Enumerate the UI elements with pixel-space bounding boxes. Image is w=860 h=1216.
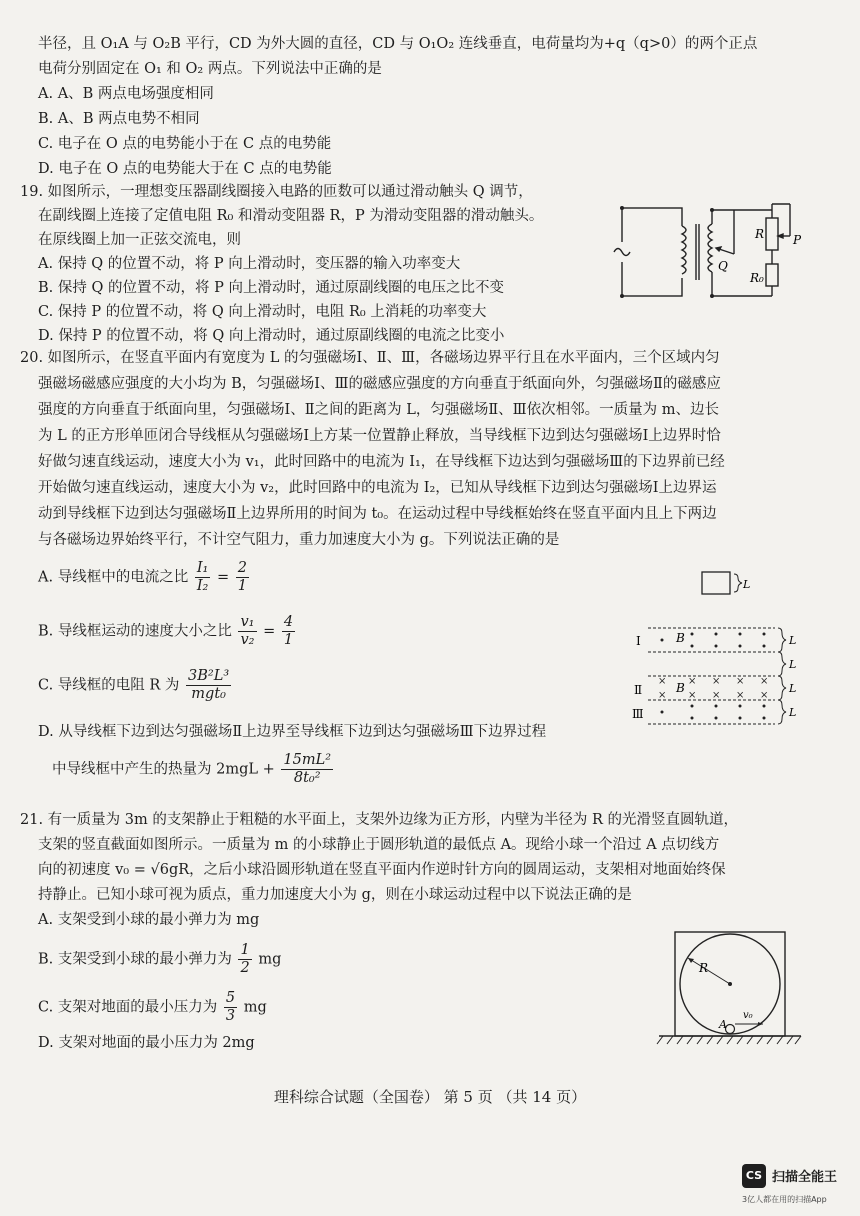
q20-width-l-1: L <box>789 634 797 647</box>
svg-text:×: × <box>760 676 769 687</box>
q20-b-label-2: B <box>676 681 685 695</box>
q20-label-loop-l: L <box>743 578 751 591</box>
q20-option-b-value: $\frac{4}{1}$ <box>283 614 294 648</box>
svg-text:×: × <box>760 690 769 701</box>
q19-text-line-2: 在副线圈上连接了定值电阻 R₀ 和滑动变阻器 R，P 为滑动变阻器的滑动触头。 <box>38 208 544 224</box>
watermark-tagline: 3亿人都在用的扫描App <box>742 1195 827 1204</box>
q18-option-a: A. A、B 两点电场强度相同 <box>38 86 214 102</box>
q20-text-line-5: 好做匀速直线运动，速度大小为 v₁，此时回路中的电流为 I₁，在导线框下边达到匀强磁场Ⅲ的下边界前已经 <box>38 454 725 470</box>
svg-text:×: × <box>736 676 745 687</box>
q20-text-line-2: 强磁场磁感应强度的大小均为 B，匀强磁场Ⅰ、Ⅲ的磁感应强度的方向垂直于纸面向外，匀强磁场Ⅱ的磁感应 <box>38 376 721 392</box>
svg-text:×: × <box>688 676 697 687</box>
q20-width-l-2: L <box>789 658 797 671</box>
q21-circular-track-figure <box>655 928 805 1048</box>
svg-text:×: × <box>712 676 721 687</box>
svg-text:×: × <box>658 690 667 701</box>
q20-option-a-ratio: $\frac{\text{I₁}}{\text{I₂}}$ <box>196 560 209 594</box>
camscanner-logo-icon: CS <box>742 1164 766 1188</box>
q21-text-line-2: 支架的竖直截面如图所示。一质量为 m 的小球静止于圆形轨道的最低点 A。现给小球一个沿过 A 点切线方 <box>38 837 720 853</box>
q20-option-a-value: $\frac{2}{1}$ <box>237 560 247 594</box>
q20-option-b-ratio: $\frac{\text{v₁}}{\text{v₂}}$ <box>240 614 255 648</box>
q20-option-a: A. 导线框中的电流之比 $\frac{\text{I₁}}{\text{I₂}}$ = $\frac{2}{1}$ <box>38 560 247 594</box>
q20-region-iii-label: Ⅲ <box>632 707 644 721</box>
q20-region-ii-label: Ⅱ <box>634 683 643 697</box>
q21-text-line-4: 持静止。已知小球可视为质点，重力加速度大小为 g，则在小球运动过程中以下说法正确的是 <box>38 887 632 903</box>
q18-option-c: C. 电子在 O 点的电势能小于在 C 点的电势能 <box>38 136 332 152</box>
q19-option-a: A. 保持 Q 的位置不动，将 P 向上滑动时，变压器的输入功率变大 <box>38 256 461 272</box>
q20-option-d-text: 中导线框中产生的热量为 2mgL + <box>52 761 275 778</box>
q20-width-l-4: L <box>789 706 797 719</box>
q20-option-d-formula: $\frac{\text{15mL²}}{\text{8t₀²}}$ <box>283 752 332 786</box>
q18-option-b: B. A、B 两点电势不相同 <box>38 111 200 127</box>
svg-text:×: × <box>736 690 745 701</box>
q21-option-b-text: B. 支架受到小球的最小弹力为 <box>38 951 232 968</box>
q19-label-q: Q <box>718 259 728 273</box>
q19-option-b: B. 保持 Q 的位置不动，将 P 向上滑动时，通过原副线圈的电压之比不变 <box>38 280 504 296</box>
q20-option-d-line-1: D. 从导线框下边到达匀强磁场Ⅱ上边界至导线框下边到达匀强磁场Ⅲ下边界过程 <box>38 724 547 740</box>
q20-text-line-7: 动到导线框下边到达匀强磁场Ⅱ上边界所用的时间为 t₀。在运动过程中导线框始终在竖直平面内且上下两边 <box>38 506 717 522</box>
svg-text:×: × <box>712 690 721 701</box>
q19-label-p: P <box>793 233 802 247</box>
page-footer: 理科综合试题（全国卷） 第 5 页 （共 14 页） <box>273 1088 587 1106</box>
watermark-brand-name: 扫描全能王 <box>772 1170 838 1185</box>
q21-option-d: D. 支架对地面的最小压力为 2mg <box>38 1035 255 1051</box>
q19-label-r0: R₀ <box>750 271 764 285</box>
q20-option-b-text: B. 导线框运动的速度大小之比 <box>38 623 232 640</box>
q20-option-c-text: C. 导线框的电阻 R 为 <box>38 677 180 694</box>
q20-b-label-1: B <box>676 631 685 645</box>
q20-text-line-4: 为 L 的正方形单匝闭合导线框从匀强磁场Ⅰ上方某一位置静止释放，当导线框下边到达匀强磁场Ⅰ上边界时恰 <box>38 428 721 444</box>
q20-region-i-label: Ⅰ <box>636 634 641 648</box>
q19-text-line-3: 在原线圈上加一正弦交流电，则 <box>38 232 241 248</box>
q20-option-a-text: A. 导线框中的电流之比 <box>38 569 189 586</box>
q19-option-d: D. 保持 P 的位置不动，将 Q 向上滑动时，通过原副线圈的电流之比变小 <box>38 328 505 344</box>
q20-text-line-6: 开始做匀速直线运动，速度大小为 v₂，此时回路中的电流为 I₂，已知从导线框下边到达匀强磁场Ⅰ上边界运 <box>38 480 717 496</box>
q21-option-c-fraction: $\frac{5}{3}$ <box>225 990 236 1024</box>
q18-text-line-2: 电荷分别固定在 O₁ 和 O₂ 两点。下列说法中正确的是 <box>38 61 382 77</box>
q20-width-l-3: L <box>789 682 797 695</box>
q19-option-c: C. 保持 P 的位置不动，将 Q 向上滑动时，电阻 R₀ 上消耗的功率变大 <box>38 304 487 320</box>
q21-option-c: C. 支架对地面的最小压力为 $\frac{5}{3}$ mg <box>38 990 267 1024</box>
q21-label-v0: v₀ <box>743 1010 753 1021</box>
q20-text-line-8: 与各磁场边界始终平行，不计空气阻力，重力加速度大小为 g。下列说法正确的是 <box>38 532 560 548</box>
q19-transformer-circuit-figure <box>600 196 815 308</box>
q21-option-a: A. 支架受到小球的最小弹力为 mg <box>38 912 260 928</box>
svg-text:×: × <box>688 690 697 701</box>
q20-option-c <box>38 668 233 703</box>
q20-text-line-1: 20. 如图所示，在竖直平面内有宽度为 L 的匀强磁场Ⅰ、Ⅱ、Ⅲ，各磁场边界平行且在水平面内，三个区域内匀 <box>20 350 720 366</box>
q19-text-line-1: 19. 如图所示，一理想变压器副线圈接入电路的匝数可以通过滑动触头 Q 调节， <box>20 184 533 200</box>
q21-text-line-3: 向的初速度 v₀ = √6gR，之后小球沿圆形轨道在竖直平面内作逆时针方向的圆周运动，支架相对地面始终保 <box>38 862 726 878</box>
q20-magnetic-field-figure <box>630 568 810 744</box>
q18-text-line-1: 半径，且 O₁A 与 O₂B 平行，CD 为外大圆的直径，CD 与 O₁O₂ 连线垂直，电荷量均为+q（q>0）的两个正点 <box>38 36 758 52</box>
q21-option-b-fraction: $\frac{1}{2}$ <box>240 942 250 976</box>
q20-square-loop <box>702 572 730 594</box>
q20-option-b: B. 导线框运动的速度大小之比 $\frac{\text{v₁}}{\text{v₂}}$ = $\frac{4}{1}$ <box>38 614 294 648</box>
svg-text:×: × <box>658 676 667 687</box>
q18-option-d: D. 电子在 O 点的电势能大于在 C 点的电势能 <box>38 161 332 177</box>
q20-option-c-formula: $\frac{\text{3B²L³}}{\text{mgt₀}}$ <box>188 668 230 702</box>
q20-text-line-3: 强度的方向垂直于纸面向里，匀强磁场Ⅰ、Ⅱ之间的距离为 L，匀强磁场Ⅱ、Ⅲ依次相邻。一质量为 m、边长 <box>38 402 720 418</box>
q19-label-r: R <box>755 227 765 241</box>
q21-text-line-1: 21. 有一质量为 3m 的支架静止于粗糙的水平面上，支架外边缘为正方形，内壁为半径为 R 的光滑竖直圆轨道， <box>20 812 738 828</box>
q21-option-b: B. 支架受到小球的最小弹力为 $\frac{1}{2}$ mg <box>38 942 282 976</box>
q21-option-c-text: C. 支架对地面的最小压力为 <box>38 999 218 1016</box>
q21-label-a: A <box>719 1018 727 1031</box>
q21-label-r: R <box>699 961 709 975</box>
q20-option-d-line-2 <box>52 752 335 787</box>
